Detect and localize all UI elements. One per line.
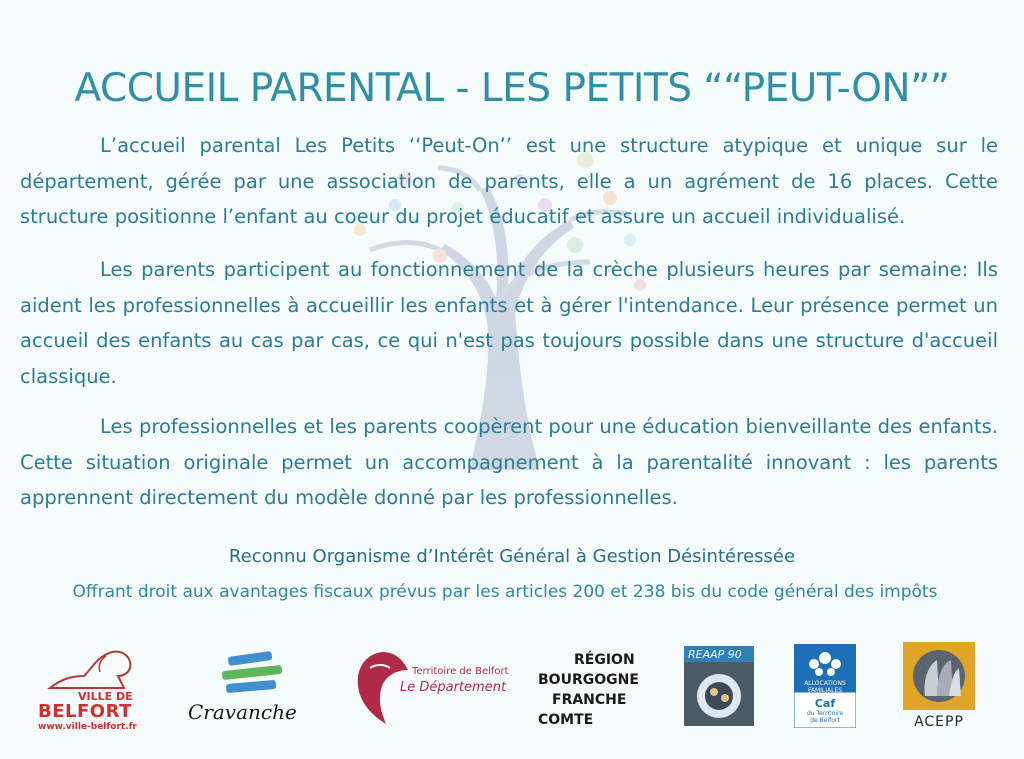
territoire-line1: Territoire de Belfort: [412, 666, 509, 677]
region-line2: BOURGOGNE: [538, 672, 639, 688]
caf-line2: FAMILIALES: [807, 687, 843, 694]
caf-line3: Caf: [814, 697, 836, 710]
recognition-line: Reconnu Organisme d’Intérêt Général à Gestion Désintéressée: [228, 546, 796, 567]
caf-line1: ALLOCATIONS: [804, 680, 846, 687]
cravanche-stripes-icon: [218, 648, 290, 700]
region-line4: COMTE: [538, 712, 594, 728]
territoire-line2: Le Département: [400, 680, 507, 695]
cravanche-name: Cravanche: [188, 700, 297, 724]
caf-line5: de Belfort: [810, 717, 840, 724]
acepp-name: ACEPP: [914, 714, 964, 730]
page-title: ACCUEIL PARENTAL - LES PETITS ““PEUT-ON””: [74, 66, 950, 111]
paragraph-cooperation: Les professionnelles et les parents coopèrent pour une éducation bienveillante des enfants. Cette situation originale permet un accompagnement à la parentalité innovant : les parents apprennent directement du modèle donné par les professionnelles.: [20, 415, 998, 509]
logo-region-bfc: [536, 650, 656, 730]
lion-icon: [40, 642, 150, 694]
tax-note-line: Offrant droit aux avantages fiscaux prévus par les articles 200 et 238 bis du code général des impôts: [72, 582, 938, 602]
paragraph-parents: Les parents participent au fonctionnement de la crèche plusieurs heures par semaine: Ils aident les professionnelles à accueillir les enfants et à gérer l'intendance. Leur présence permet un accueil des enfants au cas par cas, ce qui n'est pas toujours possible dans une structure d'accueil classique.: [20, 258, 998, 388]
region-line1: RÉGION: [574, 652, 635, 668]
acepp-faces-icon: [903, 642, 975, 710]
caf-line4: du Territoire: [806, 710, 844, 717]
region-line3: FRANCHE: [552, 692, 627, 708]
belfort-url: www.ville-belfort.fr: [38, 722, 137, 732]
reaap-name: REAAP 90: [688, 648, 742, 661]
paragraph-intro: L’accueil parental Les Petits ‘‘Peut-On’’ est une structure atypique et unique sur le département, gérée par une association de parents, elle a un agrément de 16 places. Cette structure positionne l’enfant au coeur du projet éducatif et assure un accueil individualisé.: [20, 134, 998, 228]
belfort-line2: BELFORT: [38, 701, 132, 722]
belfort-line1: VILLE DE: [78, 690, 133, 703]
